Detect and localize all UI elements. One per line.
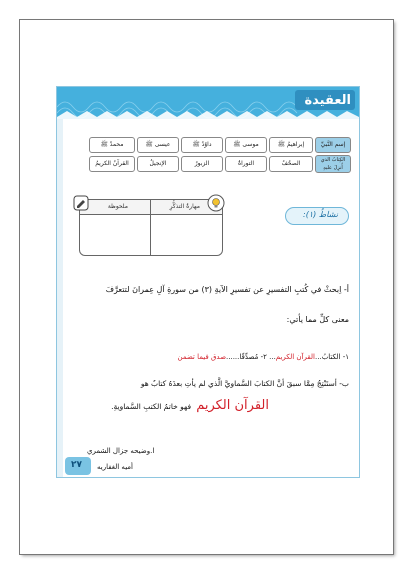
item2-answer: صدق فيما تضمن xyxy=(177,353,227,361)
table-header-book: الكِتابُ الذي أُنزِلَ عليهِ xyxy=(315,155,351,173)
table-cell-book: الصحُفُ xyxy=(269,156,313,172)
question-a-line2: معنى كلِّ مما يأتي: xyxy=(286,315,349,324)
note-label: ملحوظة xyxy=(107,203,128,210)
table-cell-prophet: محمدٌ ﷺ xyxy=(89,137,135,153)
teacher-name: ا.وضيحه جزال الشمري xyxy=(87,447,155,455)
table-cell-prophet: موسى ﷺ xyxy=(225,137,267,153)
table-cell-prophet: إبراهيمُ ﷺ xyxy=(269,137,313,153)
table-cell-book: الزبورُ xyxy=(181,156,223,172)
page-number: ٢٧ xyxy=(71,460,82,470)
table-cell-prophet: داوُدُ ﷺ xyxy=(181,137,223,153)
item1-answer: القرآن الكريم xyxy=(275,353,316,361)
table-cell-book: القرآنُ الكريمُ xyxy=(89,156,135,172)
page-margin-strip xyxy=(57,119,63,477)
skill-box-divider xyxy=(150,200,151,255)
header-banner xyxy=(57,87,359,119)
lightbulb-icon xyxy=(207,194,225,212)
item2-label: ٢- مُصدِّقًا xyxy=(239,353,267,361)
item1-label: ١- الكتابُ xyxy=(321,353,349,361)
question-b-line1: ب- أستَنْتِجُ مِمَّا سبقَ أنَّ الكتابَ السَّماويَّ الَّذي لم يأتِ بعدَهُ كتابٌ هو xyxy=(140,379,349,388)
activity-label: نشاطُ (١): xyxy=(303,210,338,219)
answers-line: ١- الكتابُ...القرآن الكريم... ٢- مُصدِّقًا......صدق فيما تضمن xyxy=(177,353,349,361)
activity-badge xyxy=(285,207,349,225)
page-number-badge xyxy=(65,457,91,475)
skill-box xyxy=(79,199,223,256)
school-name: أميه الغفاريه xyxy=(97,463,133,471)
table-cell-book: التوراةُ xyxy=(225,156,267,172)
worksheet-page xyxy=(56,86,360,478)
pencil-icon xyxy=(73,195,89,211)
question-b-rest: فهو خاتمُ الكتبِ السَّماويةِ. xyxy=(111,402,192,411)
skill-label: مهارةُ التذكُّرِ xyxy=(169,203,200,210)
question-b-answer: القرآن الكريم xyxy=(196,398,269,413)
question-b-line2 xyxy=(111,394,269,413)
table-cell-book: الإنجيلُ xyxy=(137,156,179,172)
unit-title: العقيدة xyxy=(304,93,351,108)
question-a-line1: أ- اِبحثْ في كُتبِ التفسيرِ عن تفسيرِ الآيةِ (٣) من سورةِ آلِ عِمرانَ لتتعرَّفَ xyxy=(105,285,349,294)
table-cell-prophet: عيسى ﷺ xyxy=(137,137,179,153)
table-header-prophet: إسم النَّبيِّ xyxy=(315,137,351,153)
skill-box-header xyxy=(80,200,222,215)
